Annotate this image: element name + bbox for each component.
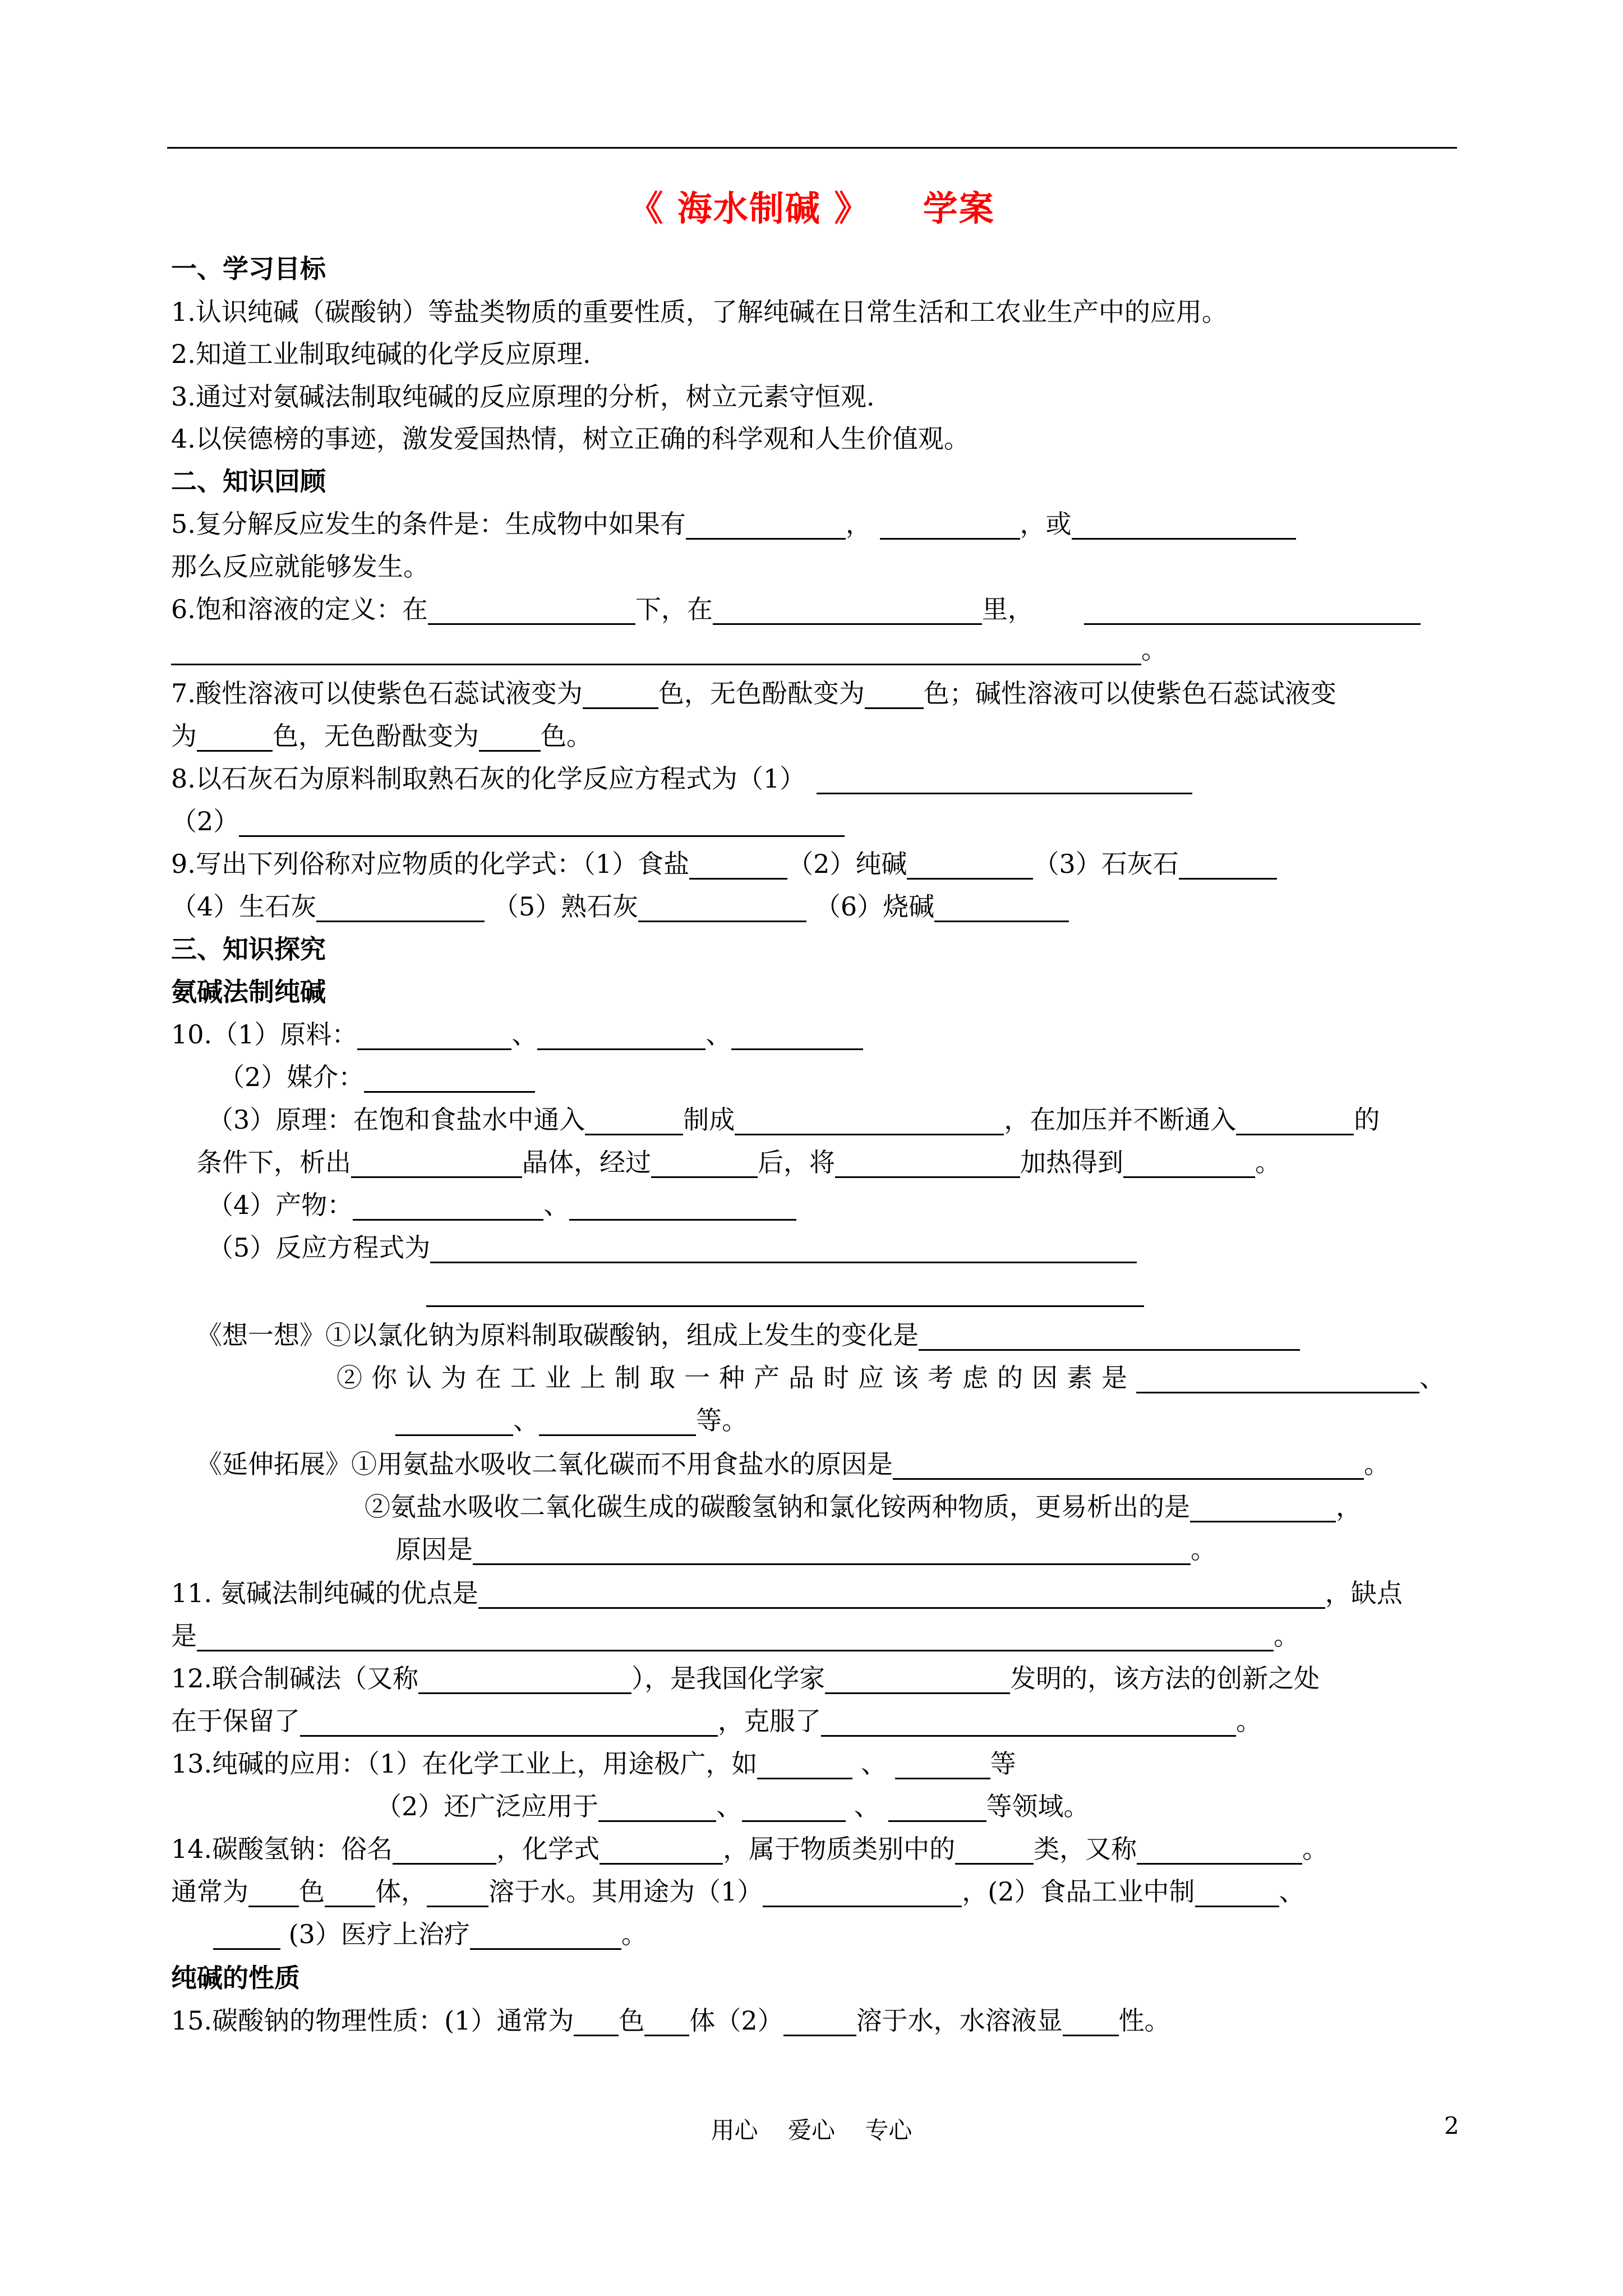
- blank[interactable]: [569, 1192, 796, 1221]
- blank[interactable]: [1063, 2008, 1119, 2036]
- blank[interactable]: [1236, 1107, 1354, 1135]
- blank[interactable]: [585, 1107, 683, 1135]
- question-14-cont: 通常为 色 体， 溶于水。其用途为（1） ，(2）食品工业中制 、: [171, 1876, 1305, 1907]
- extend-2: ②氨盐水吸收二氧化碳生成的碳酸氢钠和氯化铵两种物质，更易析出的是 ，: [365, 1492, 1362, 1522]
- blank[interactable]: [907, 851, 1033, 880]
- blank[interactable]: [888, 1793, 986, 1822]
- blank[interactable]: [880, 511, 1020, 540]
- question-9-cont: （4）生石灰 （5）熟石灰 （6）烧碱: [171, 890, 1069, 923]
- question-11-cont: 是 。: [171, 1621, 1299, 1651]
- blank[interactable]: [171, 637, 1141, 665]
- question-7: 7.酸性溶液可以使紫色石蕊试液变为 色，无色酚酞变为 色；碱性溶液可以使紫色石蕊试液变: [171, 678, 1336, 708]
- blank[interactable]: [763, 1879, 962, 1907]
- subheading-ammonia-soda: 氨碱法制纯碱: [171, 977, 326, 1007]
- question-13: 13.纯碱的应用：（1）在化学工业上，用途极广，如 、 等: [171, 1749, 1016, 1779]
- blank[interactable]: [651, 1149, 758, 1178]
- page-number: 2: [1444, 2112, 1459, 2139]
- blank[interactable]: [825, 1665, 1010, 1694]
- question-12-cont: 在于保留了 ，克服了 。: [171, 1706, 1262, 1736]
- think-1: 《想一想》①以氯化钠为原料制取碳酸钠，组成上发生的变化是: [196, 1318, 1300, 1352]
- blank[interactable]: [427, 1879, 488, 1907]
- question-12: 12.联合制碱法（又称 ），是我国化学家 发明的，该方法的创新之处: [171, 1663, 1320, 1694]
- blank[interactable]: [479, 723, 541, 752]
- blank[interactable]: [1137, 1836, 1302, 1865]
- section-heading-explore: 三、知识探究: [171, 934, 326, 964]
- section-heading-review: 二、知识回顾: [171, 466, 326, 496]
- blank[interactable]: [638, 894, 806, 922]
- blank[interactable]: [393, 1836, 496, 1865]
- blank[interactable]: [742, 1793, 846, 1822]
- blank[interactable]: [1084, 596, 1421, 625]
- question-11: 11. 氨碱法制纯碱的优点是 ，缺点: [171, 1578, 1403, 1608]
- blank[interactable]: [757, 1751, 852, 1779]
- blank[interactable]: [893, 1451, 1364, 1480]
- question-7-cont: 为 色，无色酚酞变为 色。: [171, 721, 592, 751]
- question-10-1: 10.（1）原料： 、 、: [171, 1018, 863, 1051]
- goal-4: 4.以侯德榜的事迹，激发爱国热情，树立正确的科学观和人生价值观。: [171, 424, 970, 454]
- goal-3: 3.通过对氨碱法制取纯碱的反应原理的分析，树立元素守恒观.: [171, 381, 875, 412]
- question-8-cont: （2）: [171, 804, 845, 838]
- blank[interactable]: [583, 680, 658, 709]
- think-2-cont: 、 等。: [395, 1404, 748, 1437]
- blank[interactable]: [865, 680, 924, 709]
- question-10-2: （2）媒介：: [219, 1060, 535, 1094]
- page-title: 《 海水制碱 》 学案: [628, 188, 995, 229]
- blank[interactable]: [644, 2008, 689, 2036]
- blank[interactable]: [353, 1192, 543, 1221]
- question-6-cont: 。: [171, 633, 1167, 666]
- blank[interactable]: [197, 1623, 1274, 1651]
- blank[interactable]: [364, 1064, 535, 1093]
- question-10-3: （3）原理：在饱和食盐水中通入 制成 ，在加压并不断通入 的: [208, 1105, 1380, 1135]
- question-5-cont: 那么反应就能够发生。: [171, 551, 429, 582]
- header-rule: [167, 147, 1457, 149]
- question-8: 8.以石灰石为原料制取熟石灰的化学反应方程式为（1）: [171, 762, 1192, 795]
- blank[interactable]: [689, 851, 787, 880]
- blank[interactable]: [539, 1407, 696, 1436]
- blank[interactable]: [835, 1149, 1020, 1178]
- blank[interactable]: [817, 766, 1192, 794]
- blank[interactable]: [473, 1536, 1191, 1565]
- goal-2: 2.知道工业制取纯碱的化学反应原理.: [171, 339, 591, 369]
- question-13-cont: （2）还广泛应用于 、 、 等领域。: [376, 1791, 1090, 1821]
- question-10-3-cont: 条件下，析出 晶体，经过 后，将 加热得到 。: [196, 1147, 1281, 1177]
- blank[interactable]: [248, 1879, 299, 1907]
- blank[interactable]: [731, 1022, 863, 1050]
- blank[interactable]: [357, 1022, 511, 1050]
- blank[interactable]: [1123, 1149, 1255, 1178]
- blank[interactable]: [955, 1836, 1034, 1865]
- blank[interactable]: [470, 1921, 621, 1950]
- blank[interactable]: [351, 1149, 522, 1178]
- subheading-soda-properties: 纯碱的性质: [171, 1963, 300, 1993]
- blank[interactable]: [598, 1793, 716, 1822]
- blank[interactable]: [1179, 851, 1277, 880]
- extend-1: 《延伸拓展》①用氨盐水吸收二氧化碳而不用食盐水的原因是 。: [196, 1449, 1390, 1479]
- blank[interactable]: [197, 723, 273, 752]
- goal-1: 1.认识纯碱（碳酸钠）等盐类物质的重要性质，了解纯碱在日常生活和工农业生产中的应用。: [171, 297, 1228, 327]
- blank[interactable]: [600, 1836, 723, 1865]
- question-5: 5.复分解反应发生的条件是：生成物中如果有 ， ，或: [171, 507, 1296, 541]
- question-9: 9.写出下列俗称对应物质的化学式：（1）食盐 （2）纯碱 （3）石灰石: [171, 847, 1277, 881]
- blank[interactable]: [1136, 1365, 1419, 1393]
- blank[interactable]: [478, 1580, 1325, 1609]
- blank[interactable]: [1072, 511, 1296, 540]
- blank[interactable]: [783, 2008, 856, 2036]
- blank[interactable]: [574, 2008, 619, 2036]
- section-heading-goals: 一、学习目标: [171, 254, 326, 284]
- blank[interactable]: [426, 1278, 1144, 1307]
- blank[interactable]: [213, 1921, 280, 1950]
- blank[interactable]: [735, 1107, 1004, 1135]
- blank[interactable]: [1195, 1879, 1279, 1907]
- question-14-cont2: (3）医疗上治疗 。: [213, 1917, 647, 1951]
- blank[interactable]: [895, 1751, 990, 1779]
- question-14: 14.碳酸氢钠：俗名 ，化学式 ，属于物质类别中的 类，又称 。: [171, 1834, 1329, 1864]
- extend-2-reason: 原因是 。: [395, 1534, 1216, 1565]
- blank[interactable]: [686, 511, 846, 540]
- blank[interactable]: [934, 894, 1069, 922]
- question-6: 6.饱和溶液的定义：在 下，在 里，: [171, 592, 1421, 626]
- blank[interactable]: [325, 1879, 375, 1907]
- page-footer: 用心 爱心 专心: [711, 2116, 912, 2144]
- blank[interactable]: [418, 1665, 631, 1694]
- blank[interactable]: [430, 1235, 1137, 1263]
- question-10-4: （4）产物： 、: [208, 1188, 796, 1222]
- blank[interactable]: [537, 1022, 706, 1050]
- blank[interactable]: [919, 1322, 1300, 1351]
- blank[interactable]: [1190, 1494, 1336, 1522]
- question-10-5-cont: [426, 1274, 1144, 1308]
- question-10-5: （5）反应方程式为: [208, 1231, 1137, 1264]
- question-15: 15.碳酸钠的物理性质：(1）通常为 色 体（2） 溶于水，水溶液显 性。: [171, 2005, 1170, 2036]
- think-2: ②你认为在工业上制取一种产品时应该考虑的因素是 、: [336, 1363, 1445, 1393]
- blank[interactable]: [300, 1708, 718, 1737]
- blank[interactable]: [395, 1407, 513, 1436]
- blank[interactable]: [713, 596, 982, 625]
- blank[interactable]: [428, 596, 635, 625]
- blank[interactable]: [821, 1708, 1236, 1737]
- blank[interactable]: [239, 808, 845, 837]
- blank[interactable]: [316, 894, 485, 922]
